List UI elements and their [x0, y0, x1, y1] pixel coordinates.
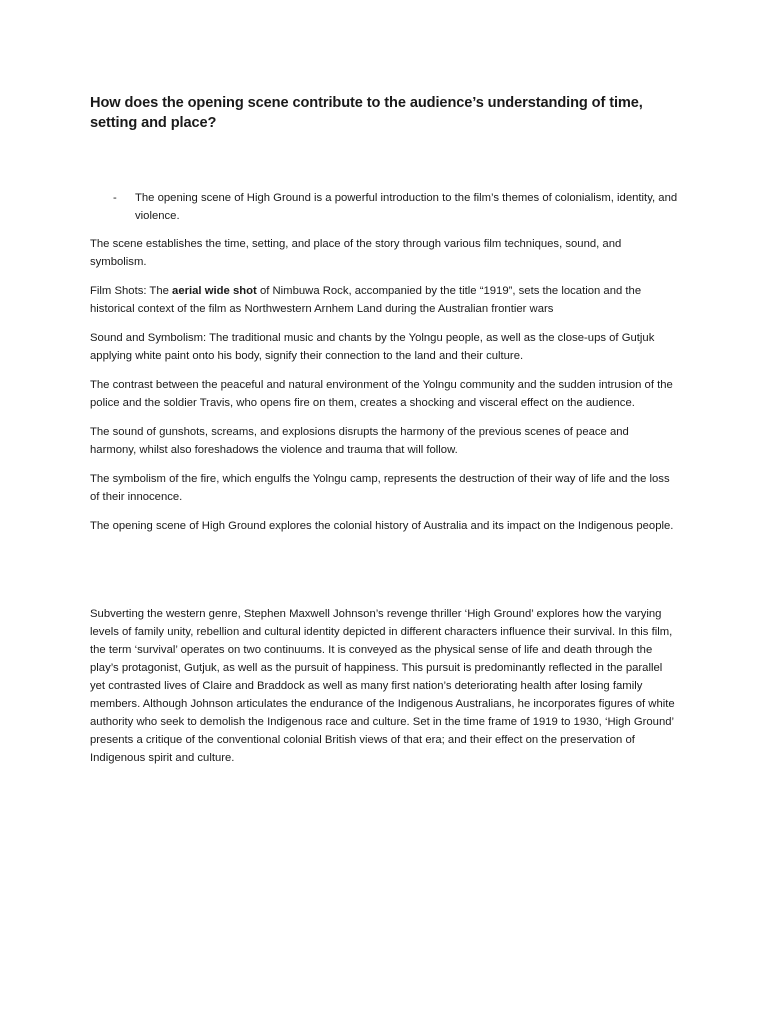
film-shots-lead: Film Shots: The	[90, 285, 173, 297]
paragraph-contrast: The contrast between the peaceful and natural environment of the Yolngu community and the sudden intrusion of the police and the soldier Travis, who opens fire on them, creates a shocking and visceral effect on the audience.	[90, 379, 673, 409]
paragraph-gunshots: The sound of gunshots, screams, and explosions disrupts the harmony of the previous scenes of peace and harmony, whilst also foreshadows the violence and trauma that will follow.	[90, 426, 629, 456]
bullet-text: The opening scene of High Ground is a powerful introduction to the film’s themes of colonialism, identity, and violence.	[135, 192, 678, 222]
bullet-marker: -	[113, 192, 117, 204]
bullet-item	[90, 189, 678, 225]
paragraph-sound-symbolism: Sound and Symbolism: The traditional music and chants by the Yolngu people, as well as the close-ups of Gutjuk applying white paint onto his body, signify their connection to the land and their culture.	[90, 332, 655, 362]
paragraph-scene-establishes: The scene establishes the time, setting, and place of the story through various film techniques, sound, and symbolism.	[90, 238, 622, 268]
document-body	[90, 93, 678, 767]
film-shots-bold-term: aerial wide shot	[172, 285, 257, 297]
section-gap	[90, 535, 678, 605]
essay-paragraph: Subverting the western genre, Stephen Maxwell Johnson’s revenge thriller ‘High Ground’ explores how the varying levels of family unity, rebellion and cultural identity depicted in different characters influence their survival. In this film, the term ‘survival’ operates on two continuums. It is conveyed as the physical sense of life and death through the play’s protagonist, Gutjuk, as well as the pursuit of happiness. This pursuit is predominantly reflected in the parallel yet contrasted lives of Claire and Braddock as well as many first nation’s deteriorating health after losing family members. Although Johnson articulates the endurance of the Indigenous Australians, he incorporates figures of white authority who seek to demolish the Indigenous race and culture. Set in the time frame of 1919 to 1930, ‘High Ground’ presents a critique of the conventional colonial British views of that era; and their effect on the preservation of Indigenous spirit and culture.	[90, 608, 675, 764]
paragraph-film-shots	[90, 282, 678, 318]
film-shots-rest: of Nimbuwa Rock, accompanied by the title “1919”, sets the location and the historical context of the film as Northwestern Arnhem Land during the Australian frontier wars	[90, 285, 642, 315]
paragraph-colonial-history: The opening scene of High Ground explores the colonial history of Australia and its impact on the Indigenous people.	[90, 520, 674, 532]
question-heading: How does the opening scene contribute to the audience’s understanding of time, setting and place?	[90, 95, 643, 131]
paragraph-fire-symbolism: The symbolism of the fire, which engulfs the Yolngu camp, represents the destruction of their way of life and the loss of their innocence.	[90, 473, 670, 503]
